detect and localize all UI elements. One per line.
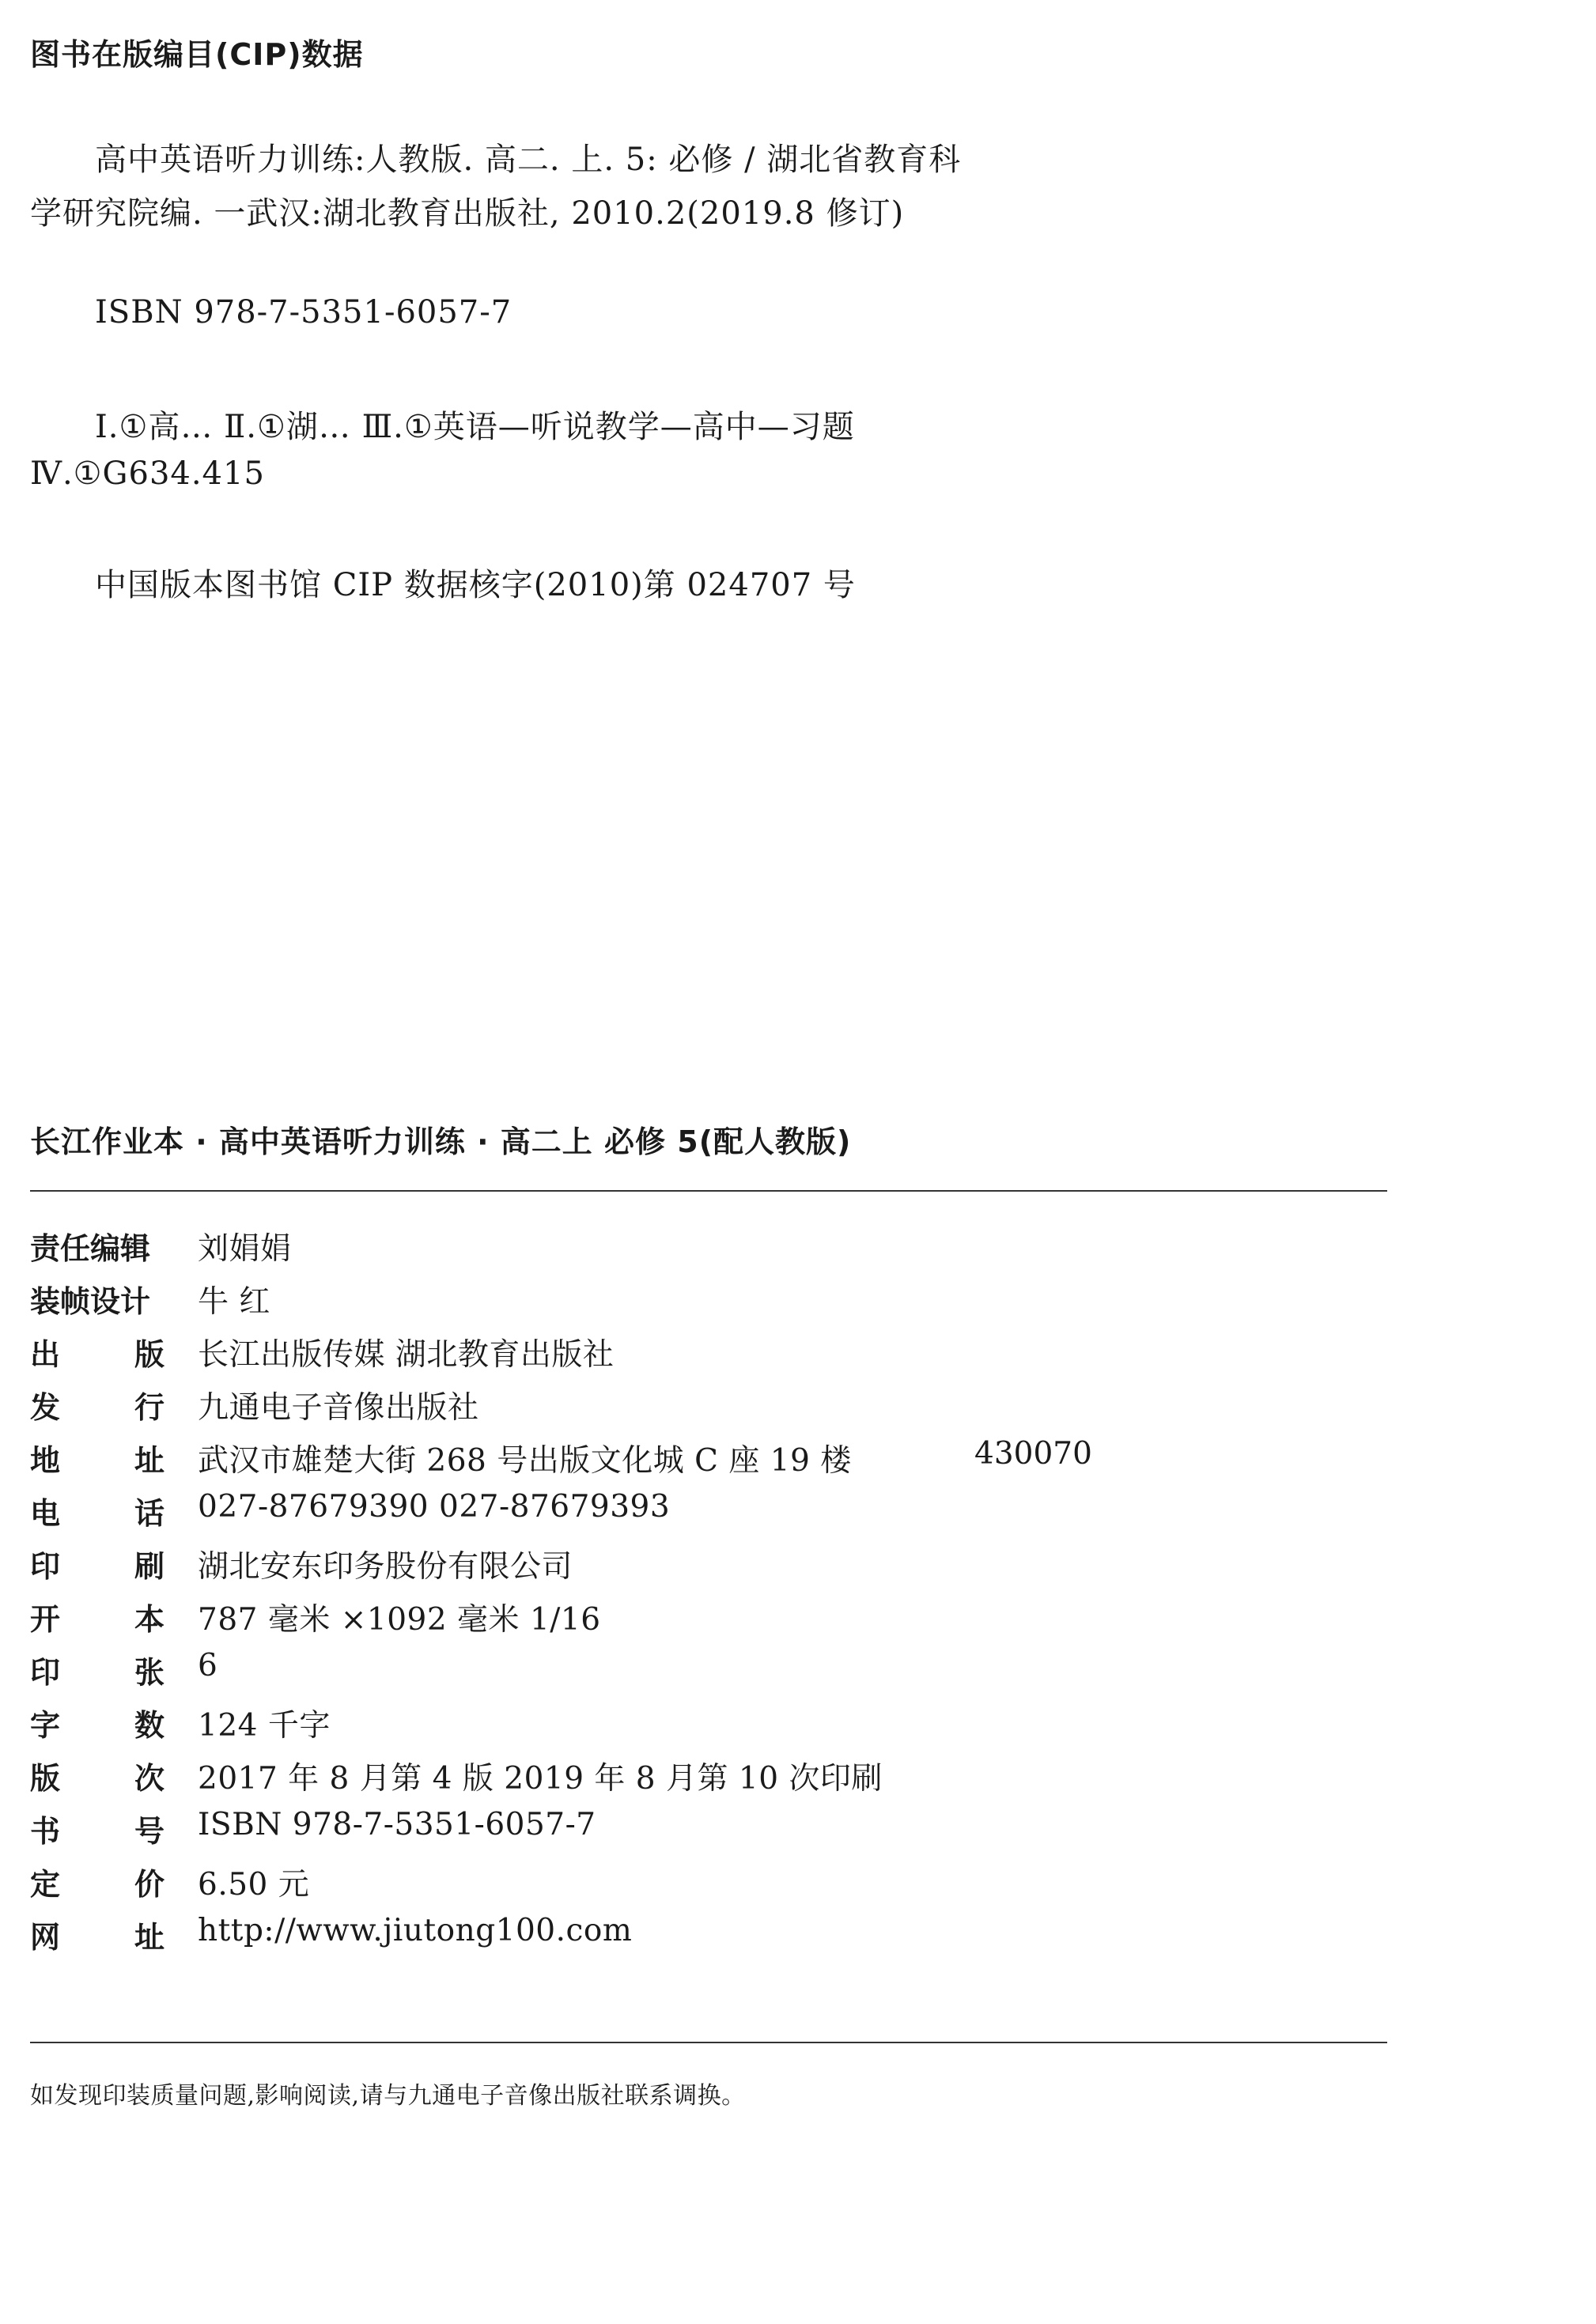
credit-value: 124 千字 [198,1708,331,1744]
credit-row-word-count [30,1701,1387,1754]
credit-label: 印 张 [30,1655,165,1690]
credit-value: http://www.jiutong100.com [198,1913,633,1948]
credit-label: 出 版 [30,1337,165,1372]
credit-row-designer [30,1277,1387,1330]
credit-value: 027-87679390 027-87679393 [198,1489,671,1525]
credit-label: 发 行 [30,1390,165,1425]
credit-row-sheets [30,1648,1387,1701]
credit-row-isbn [30,1807,1387,1860]
credit-value: ISBN 978-7-5351-6057-7 [198,1807,596,1842]
credit-value: 九通电子音像出版社 [198,1390,479,1426]
credit-label: 版 次 [30,1761,165,1796]
credit-label: 装帧设计 [30,1284,151,1319]
credit-row-printer [30,1542,1387,1595]
credit-label: 网 址 [30,1920,165,1955]
credit-row-phone [30,1489,1387,1542]
credit-value: 牛 红 [198,1284,270,1320]
credit-label: 开 本 [30,1602,165,1637]
cip-entry-line-2: 学研究院编. 一武汉:湖北教育出版社, 2010.2(2019.8 修订) [30,195,905,232]
cip-classification-line-1: Ⅰ.①高… Ⅱ.①湖… Ⅲ.①英语—听说教学—高中—习题 [95,409,855,445]
credit-row-price [30,1860,1387,1913]
credit-label: 印 刷 [30,1549,165,1584]
postal-code: 430070 [974,1436,1092,1472]
credit-label: 责任编辑 [30,1231,151,1266]
credit-value: 湖北安东印务股份有限公司 [198,1549,573,1585]
credit-value: 787 毫米 ×1092 毫米 1/16 [198,1602,601,1638]
credit-row-editor [30,1224,1387,1277]
credit-label: 定 价 [30,1867,165,1902]
credit-row-address [30,1436,1387,1489]
credit-label: 字 数 [30,1708,165,1743]
credit-row-format [30,1595,1387,1648]
credit-value: 武汉市雄楚大街 268 号出版文化城 C 座 19 楼 [198,1443,852,1479]
cip-classification-line-2: Ⅳ.①G634.415 [30,455,265,492]
cip-isbn: ISBN 978-7-5351-6057-7 [95,294,512,331]
credit-label: 书 号 [30,1814,165,1849]
credit-row-website [30,1913,1387,1966]
cip-verification-number: 中国版本图书馆 CIP 数据核字(2010)第 024707 号 [95,567,856,603]
cip-entry-line-1: 高中英语听力训练:人教版. 高二. 上. 5: 必修 / 湖北省教育科 [95,142,962,178]
credits-table [30,1224,1387,1966]
credit-value: 2017 年 8 月第 4 版 2019 年 8 月第 10 次印刷 [198,1761,883,1797]
divider-top [30,1190,1387,1192]
credit-row-distributor [30,1383,1387,1436]
series-title: 长江作业本 · 高中英语听力训练 · 高二上 必修 5(配人教版) [30,1124,852,1159]
credit-label: 电 话 [30,1496,165,1531]
credit-value: 长江出版传媒 湖北教育出版社 [198,1337,615,1373]
credit-row-edition [30,1754,1387,1807]
credit-row-publisher [30,1330,1387,1383]
credit-value: 6.50 元 [198,1867,310,1903]
divider-bottom [30,2042,1387,2043]
credit-value: 6 [198,1648,218,1683]
quality-notice: 如发现印装质量问题,影响阅读,请与九通电子音像出版社联系调换。 [30,2082,746,2110]
credit-label: 地 址 [30,1443,165,1478]
credit-value: 刘娟娟 [198,1231,292,1267]
cip-heading: 图书在版编目(CIP)数据 [30,37,364,72]
